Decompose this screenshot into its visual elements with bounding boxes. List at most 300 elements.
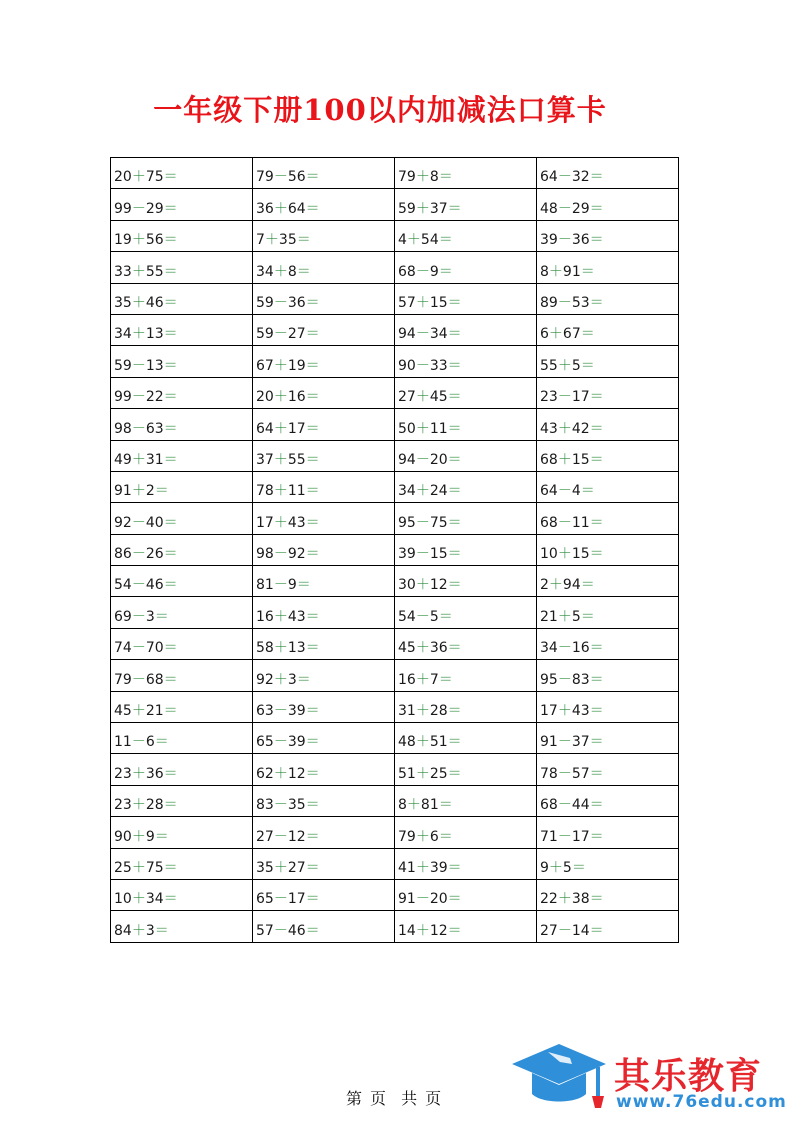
operand-a: 27 — [540, 922, 558, 939]
operand-b: 39 — [287, 703, 306, 720]
operand-b: 75 — [145, 859, 164, 876]
operand-b: 19 — [287, 357, 306, 374]
equals-sign: ＝ — [447, 765, 462, 782]
table-row — [111, 534, 679, 565]
equals-sign: ＝ — [438, 232, 453, 249]
operand-a: 90 — [398, 357, 416, 374]
plus-sign: ＋ — [415, 483, 430, 500]
equals-sign: ＝ — [589, 703, 604, 720]
minus-sign: － — [273, 169, 288, 186]
equals-sign: ＝ — [296, 263, 311, 280]
equals-sign: ＝ — [305, 859, 320, 876]
operand-a: 25 — [114, 859, 132, 876]
plus-sign: ＋ — [415, 922, 430, 939]
equals-sign: ＝ — [305, 765, 320, 782]
operand-b: 6 — [145, 734, 155, 751]
operand-b: 17 — [571, 389, 590, 406]
minus-sign: － — [557, 232, 572, 249]
footer-ye-1: 页 — [370, 1089, 389, 1108]
minus-sign: － — [273, 734, 288, 751]
problem-cell — [253, 314, 395, 345]
problem-cell — [537, 597, 679, 628]
operand-a: 65 — [256, 734, 274, 751]
operand-b: 83 — [571, 671, 590, 688]
operand-a: 37 — [256, 451, 274, 468]
problem-cell — [395, 534, 537, 565]
operand-a: 54 — [398, 608, 416, 625]
plus-sign: ＋ — [131, 859, 146, 876]
plus-sign: ＋ — [131, 891, 146, 908]
problem-cell — [111, 314, 253, 345]
operand-a: 49 — [114, 451, 132, 468]
equals-sign: ＝ — [163, 451, 178, 468]
operand-b: 6 — [429, 828, 439, 845]
operand-a: 59 — [256, 294, 274, 311]
equals-sign: ＝ — [580, 577, 595, 594]
equals-sign: ＝ — [163, 420, 178, 437]
problem-cell — [537, 440, 679, 471]
operand-b: 5 — [562, 859, 572, 876]
equals-sign: ＝ — [447, 891, 462, 908]
minus-sign: － — [557, 765, 572, 782]
operand-a: 65 — [256, 891, 274, 908]
equals-sign: ＝ — [163, 169, 178, 186]
table-row — [111, 879, 679, 910]
operand-a: 91 — [114, 483, 132, 500]
equals-sign: ＝ — [163, 389, 178, 406]
plus-sign: ＋ — [415, 389, 430, 406]
operand-a: 63 — [256, 703, 274, 720]
plus-sign: ＋ — [557, 891, 572, 908]
operand-b: 5 — [571, 608, 581, 625]
plus-sign: ＋ — [415, 577, 430, 594]
operand-b: 12 — [287, 765, 306, 782]
minus-sign: － — [273, 546, 288, 563]
operand-a: 83 — [256, 797, 274, 814]
operand-b: 34 — [145, 891, 164, 908]
plus-sign: ＋ — [415, 200, 430, 217]
operand-a: 99 — [114, 200, 132, 217]
operand-b: 3 — [145, 922, 155, 939]
minus-sign: － — [415, 514, 430, 531]
operand-a: 19 — [114, 232, 132, 249]
graduation-cap-icon — [512, 1042, 607, 1114]
plus-sign: ＋ — [415, 294, 430, 311]
table-row — [111, 189, 679, 220]
problem-cell — [395, 283, 537, 314]
problem-cell — [537, 409, 679, 440]
table-row — [111, 691, 679, 722]
operand-b: 12 — [429, 922, 448, 939]
operand-a: 55 — [540, 357, 558, 374]
operand-a: 16 — [398, 671, 416, 688]
problem-cell — [395, 628, 537, 659]
equals-sign: ＝ — [589, 891, 604, 908]
operand-a: 84 — [114, 922, 132, 939]
problem-cell — [395, 346, 537, 377]
equals-sign: ＝ — [305, 546, 320, 563]
problem-cell — [537, 848, 679, 879]
equals-sign: ＝ — [305, 608, 320, 625]
equals-sign: ＝ — [154, 922, 169, 939]
operand-b: 55 — [287, 451, 306, 468]
operand-a: 79 — [114, 671, 132, 688]
problem-cell — [111, 346, 253, 377]
operand-b: 70 — [145, 640, 164, 657]
operand-a: 39 — [540, 232, 558, 249]
minus-sign: － — [557, 200, 572, 217]
problem-cell — [111, 503, 253, 534]
operand-a: 35 — [256, 859, 274, 876]
equals-sign: ＝ — [163, 232, 178, 249]
problem-cell — [111, 597, 253, 628]
equals-sign: ＝ — [438, 608, 453, 625]
operand-a: 31 — [398, 703, 416, 720]
problem-cell — [395, 503, 537, 534]
problem-cell — [395, 158, 537, 189]
operand-b: 37 — [571, 734, 590, 751]
operand-b: 11 — [429, 420, 448, 437]
operand-a: 59 — [256, 326, 274, 343]
operand-b: 46 — [287, 922, 306, 939]
equals-sign: ＝ — [305, 169, 320, 186]
operand-a: 30 — [398, 577, 416, 594]
operand-b: 15 — [571, 546, 590, 563]
operand-a: 71 — [540, 828, 558, 845]
operand-b: 29 — [145, 200, 164, 217]
operand-b: 16 — [287, 389, 306, 406]
plus-sign: ＋ — [557, 546, 572, 563]
minus-sign: － — [415, 451, 430, 468]
problem-cell — [395, 754, 537, 785]
problem-cell — [111, 566, 253, 597]
equals-sign: ＝ — [589, 765, 604, 782]
equals-sign: ＝ — [589, 200, 604, 217]
table-row — [111, 848, 679, 879]
minus-sign: － — [415, 608, 430, 625]
plus-sign: ＋ — [415, 703, 430, 720]
problem-cell — [253, 220, 395, 251]
operand-a: 98 — [114, 420, 132, 437]
equals-sign: ＝ — [580, 357, 595, 374]
equals-sign: ＝ — [447, 451, 462, 468]
operand-b: 25 — [429, 765, 448, 782]
plus-sign: ＋ — [415, 859, 430, 876]
problem-cell — [537, 189, 679, 220]
plus-sign: ＋ — [557, 357, 572, 374]
equals-sign: ＝ — [154, 734, 169, 751]
operand-b: 24 — [429, 483, 448, 500]
operand-b: 92 — [287, 546, 306, 563]
minus-sign: － — [415, 263, 430, 280]
problem-cell — [537, 785, 679, 816]
operand-b: 29 — [571, 200, 590, 217]
operand-b: 43 — [287, 608, 306, 625]
operand-a: 67 — [256, 357, 274, 374]
operand-b: 14 — [571, 922, 590, 939]
equals-sign: ＝ — [163, 797, 178, 814]
operand-b: 44 — [571, 797, 590, 814]
operand-b: 16 — [571, 640, 590, 657]
operand-b: 9 — [145, 828, 155, 845]
operand-a: 69 — [114, 608, 132, 625]
problem-cell — [111, 220, 253, 251]
equals-sign: ＝ — [447, 640, 462, 657]
equals-sign: ＝ — [589, 828, 604, 845]
equals-sign: ＝ — [589, 294, 604, 311]
operand-a: 27 — [256, 828, 274, 845]
problem-cell — [253, 660, 395, 691]
plus-sign: ＋ — [406, 232, 421, 249]
equals-sign: ＝ — [296, 577, 311, 594]
operand-a: 62 — [256, 765, 274, 782]
operand-a: 89 — [540, 294, 558, 311]
plus-sign: ＋ — [131, 765, 146, 782]
equals-sign: ＝ — [589, 389, 604, 406]
operand-b: 35 — [278, 232, 297, 249]
operand-b: 2 — [145, 483, 155, 500]
page-title: 一年级下册100以内加减法口算卡 — [153, 93, 607, 127]
equals-sign: ＝ — [305, 640, 320, 657]
equals-sign: ＝ — [580, 483, 595, 500]
table-row — [111, 628, 679, 659]
plus-sign: ＋ — [415, 765, 430, 782]
problem-cell — [395, 252, 537, 283]
problem-cell — [253, 377, 395, 408]
problem-cell — [395, 911, 537, 942]
operand-b: 17 — [571, 828, 590, 845]
operand-b: 27 — [287, 326, 306, 343]
table-row — [111, 785, 679, 816]
problem-cell — [537, 879, 679, 910]
equals-sign: ＝ — [305, 891, 320, 908]
table-row — [111, 158, 679, 189]
problem-cell — [253, 503, 395, 534]
plus-sign: ＋ — [548, 577, 563, 594]
equals-sign: ＝ — [163, 640, 178, 657]
operand-b: 9 — [429, 263, 439, 280]
operand-a: 64 — [540, 169, 558, 186]
plus-sign: ＋ — [273, 608, 288, 625]
operand-a: 94 — [398, 326, 416, 343]
operand-a: 36 — [256, 200, 274, 217]
operand-a: 34 — [540, 640, 558, 657]
operand-a: 7 — [256, 232, 265, 249]
operand-a: 10 — [114, 891, 132, 908]
problem-cell — [253, 346, 395, 377]
plus-sign: ＋ — [273, 389, 288, 406]
problem-cell — [395, 314, 537, 345]
problem-cell — [253, 723, 395, 754]
problem-cell — [537, 471, 679, 502]
problem-cell — [253, 158, 395, 189]
operand-a: 16 — [256, 608, 274, 625]
operand-a: 90 — [114, 828, 132, 845]
minus-sign: － — [131, 577, 146, 594]
operand-b: 56 — [145, 232, 164, 249]
equals-sign: ＝ — [447, 326, 462, 343]
operand-a: 20 — [114, 169, 132, 186]
minus-sign: － — [415, 546, 430, 563]
equals-sign: ＝ — [163, 514, 178, 531]
operand-b: 4 — [571, 483, 581, 500]
problem-cell — [111, 723, 253, 754]
operand-a: 92 — [256, 671, 274, 688]
problem-cell — [253, 848, 395, 879]
operand-a: 39 — [398, 546, 416, 563]
table-row — [111, 566, 679, 597]
plus-sign: ＋ — [406, 797, 421, 814]
operand-a: 57 — [398, 294, 416, 311]
minus-sign: － — [273, 922, 288, 939]
operand-b: 15 — [429, 546, 448, 563]
operand-b: 75 — [145, 169, 164, 186]
operand-a: 81 — [256, 577, 274, 594]
operand-b: 5 — [429, 608, 439, 625]
minus-sign: － — [273, 326, 288, 343]
problem-cell — [395, 220, 537, 251]
plus-sign: ＋ — [131, 703, 146, 720]
operand-b: 38 — [571, 891, 590, 908]
operand-a: 91 — [398, 891, 416, 908]
problem-cell — [537, 691, 679, 722]
problem-cell — [395, 440, 537, 471]
table-row — [111, 346, 679, 377]
operand-a: 10 — [540, 546, 558, 563]
problem-cell — [111, 754, 253, 785]
table-row — [111, 597, 679, 628]
problem-cell — [537, 660, 679, 691]
equals-sign: ＝ — [589, 451, 604, 468]
operand-b: 12 — [287, 828, 306, 845]
operand-b: 9 — [287, 577, 297, 594]
problem-cell — [253, 817, 395, 848]
equals-sign: ＝ — [305, 514, 320, 531]
operand-b: 68 — [145, 671, 164, 688]
equals-sign: ＝ — [163, 891, 178, 908]
operand-b: 33 — [429, 357, 448, 374]
equals-sign: ＝ — [589, 640, 604, 657]
equals-sign: ＝ — [589, 922, 604, 939]
plus-sign: ＋ — [415, 671, 430, 688]
brand-url: www.76edu.com — [616, 1092, 787, 1112]
plus-sign: ＋ — [273, 859, 288, 876]
plus-sign: ＋ — [557, 451, 572, 468]
minus-sign: － — [131, 546, 146, 563]
minus-sign: － — [557, 797, 572, 814]
equals-sign: ＝ — [305, 703, 320, 720]
operand-b: 67 — [562, 326, 581, 343]
table-row — [111, 754, 679, 785]
table-row — [111, 471, 679, 502]
operand-a: 27 — [398, 389, 416, 406]
operand-a: 57 — [256, 922, 274, 939]
table-row — [111, 440, 679, 471]
operand-b: 55 — [145, 263, 164, 280]
problem-cell — [111, 911, 253, 942]
problem-cell — [111, 848, 253, 879]
operand-a: 23 — [114, 765, 132, 782]
minus-sign: － — [415, 891, 430, 908]
operand-b: 43 — [571, 703, 590, 720]
equals-sign: ＝ — [589, 232, 604, 249]
operand-b: 3 — [287, 671, 297, 688]
equals-sign: ＝ — [447, 200, 462, 217]
plus-sign: ＋ — [273, 420, 288, 437]
operand-b: 56 — [287, 169, 306, 186]
operand-b: 27 — [287, 859, 306, 876]
equals-sign: ＝ — [447, 357, 462, 374]
operand-a: 34 — [114, 326, 132, 343]
operand-a: 58 — [256, 640, 274, 657]
operand-b: 11 — [571, 514, 590, 531]
problem-cell — [395, 377, 537, 408]
operand-a: 45 — [114, 703, 132, 720]
table-row — [111, 409, 679, 440]
equals-sign: ＝ — [589, 514, 604, 531]
minus-sign: － — [273, 828, 288, 845]
equals-sign: ＝ — [163, 671, 178, 688]
operand-b: 20 — [429, 891, 448, 908]
operand-b: 8 — [429, 169, 439, 186]
operand-a: 54 — [114, 577, 132, 594]
plus-sign: ＋ — [548, 263, 563, 280]
problem-cell — [111, 628, 253, 659]
problem-cell — [395, 785, 537, 816]
plus-sign: ＋ — [273, 200, 288, 217]
problem-cell — [537, 534, 679, 565]
problem-cell — [111, 471, 253, 502]
problem-cell — [111, 189, 253, 220]
problem-cell — [111, 252, 253, 283]
equals-sign: ＝ — [296, 671, 311, 688]
plus-sign: ＋ — [131, 232, 146, 249]
operand-a: 22 — [540, 891, 558, 908]
equals-sign: ＝ — [438, 797, 453, 814]
equals-sign: ＝ — [447, 734, 462, 751]
minus-sign: － — [557, 169, 572, 186]
equals-sign: ＝ — [438, 263, 453, 280]
equals-sign: ＝ — [447, 514, 462, 531]
plus-sign: ＋ — [131, 483, 146, 500]
minus-sign: － — [273, 294, 288, 311]
operand-a: 8 — [398, 797, 407, 814]
problem-cell — [253, 471, 395, 502]
operand-a: 78 — [540, 765, 558, 782]
problem-cell — [395, 848, 537, 879]
operand-a: 6 — [540, 326, 549, 343]
brand-logo — [512, 1040, 787, 1118]
plus-sign: ＋ — [131, 294, 146, 311]
equals-sign: ＝ — [163, 294, 178, 311]
operand-b: 26 — [145, 546, 164, 563]
operand-b: 7 — [429, 671, 439, 688]
equals-sign: ＝ — [447, 859, 462, 876]
problem-cell — [253, 879, 395, 910]
operand-b: 63 — [145, 420, 164, 437]
minus-sign: － — [131, 200, 146, 217]
operand-b: 39 — [429, 859, 448, 876]
plus-sign: ＋ — [273, 357, 288, 374]
plus-sign: ＋ — [131, 326, 146, 343]
problem-cell — [111, 440, 253, 471]
equals-sign: ＝ — [305, 828, 320, 845]
problem-cell — [253, 566, 395, 597]
equals-sign: ＝ — [305, 326, 320, 343]
operand-b: 34 — [429, 326, 448, 343]
operand-b: 17 — [287, 420, 306, 437]
problem-cell — [395, 597, 537, 628]
